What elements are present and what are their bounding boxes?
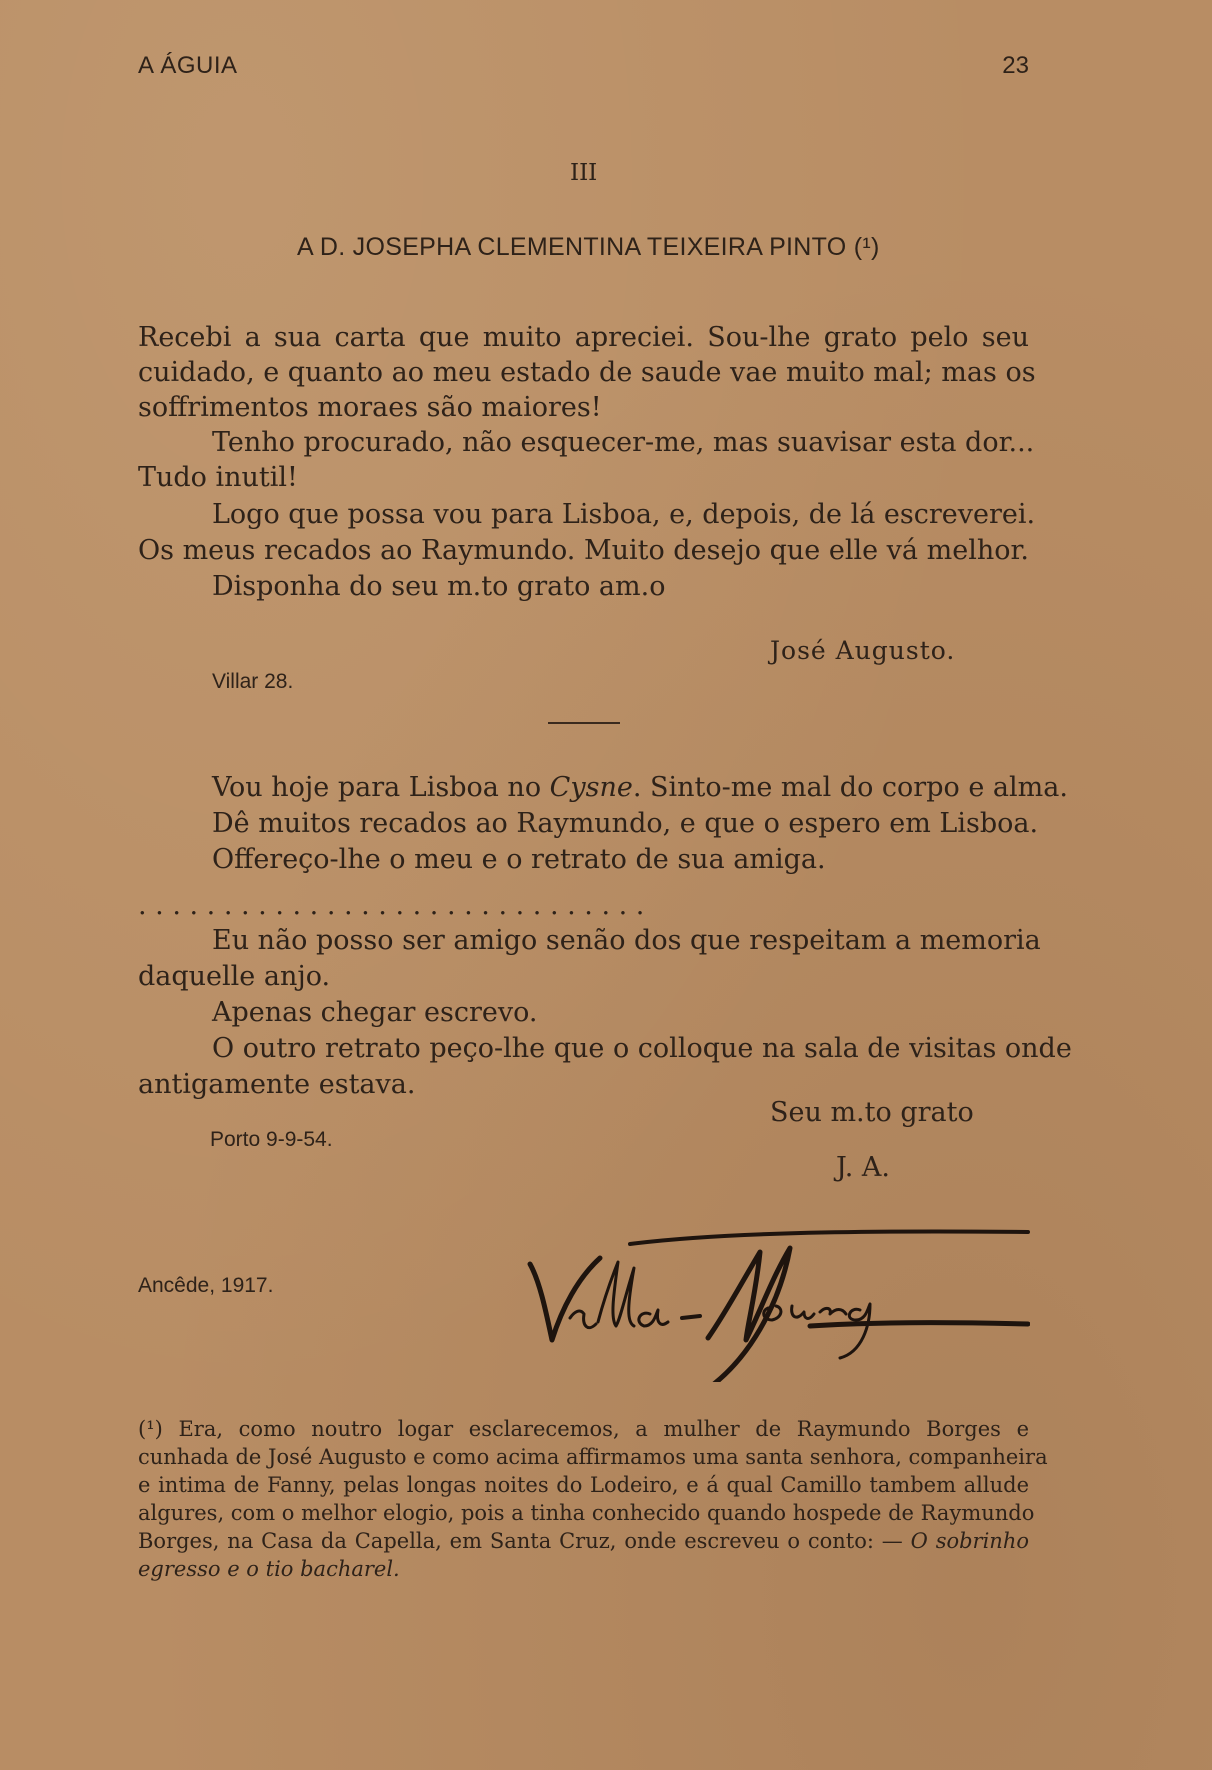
footnote-line-5 — [138, 1527, 1029, 1555]
letter2-place-date: Porto 9-9-54. — [210, 1128, 333, 1151]
letter2-line-7: O outro retrato peço-lhe que o colloque na sala de visitas onde — [212, 1033, 1072, 1064]
letter2-line-1-prefix: Vou hoje para Lisboa no — [212, 772, 550, 803]
letter1-line-5: Tudo inutil! — [138, 462, 298, 493]
letter1-line-8: Disponha do seu m.to grato am.o — [212, 571, 666, 602]
letter1-signature: José Augusto. — [770, 636, 956, 665]
letter1-line-6: Logo que possa vou para Lisboa, e, depois, de lá escreverei. — [212, 499, 1036, 530]
letter1-line-3: soffrimentos moraes são maiores! — [138, 392, 602, 423]
letter1-line-4: Tenho procurado, não esquecer-me, mas suavisar esta dor... — [212, 427, 1035, 458]
ellipsis-row: . . . . . . . . . . . . . . . . . . . . . . . . . . . . . . — [138, 890, 645, 921]
letter1-place-date: Villar 28. — [212, 670, 294, 693]
footnote-line-3: e intima de Fanny, pelas longas noites do Lodeiro, e á qual Camillo tambem allude — [138, 1473, 1029, 1497]
letter2-line-5: daquelle anjo. — [138, 961, 331, 992]
handwritten-signature — [510, 1222, 1030, 1382]
letter2-line-4: Eu não posso ser amigo senão dos que respeitam a memoria — [212, 925, 1041, 956]
footnote-line-5-text: Borges, na Casa da Capella, em Santa Cruz, onde escreveu o conto: — — [138, 1529, 911, 1553]
footnote-line-4: algures, com o melhor elogio, pois a tinha conhecido quando hospede de Raymundo — [138, 1501, 1035, 1525]
letter2-line-8: antigamente estava. — [138, 1069, 416, 1100]
story-title-part-2: egresso e o tio bacharel. — [138, 1557, 400, 1581]
editor-place-date: Ancêde, 1917. — [138, 1274, 274, 1297]
letter1-line-2: cuidado, e quanto ao meu estado de saude vae muito mal; mas os — [138, 357, 1036, 388]
letter2-line-6: Apenas chegar escrevo. — [212, 997, 538, 1028]
letter2-line-2: Dê muitos recados ao Raymundo, e que o espero em Lisboa. — [212, 808, 1039, 839]
page-number: 23 — [1002, 52, 1029, 79]
footnote-line-2: cunhada de José Augusto e como acima affirmamos uma santa senhora, companheira — [138, 1445, 1048, 1469]
letter1-line-1: Recebi a sua carta que muito apreciei. Sou-lhe grato pelo seu — [138, 322, 1029, 353]
story-title-part-1: O sobrinho — [910, 1529, 1030, 1553]
letter2-line-1 — [212, 770, 1068, 805]
letter1-line-7: Os meus recados ao Raymundo. Muito desejo que elle vá melhor. — [138, 535, 1029, 566]
letter2-closing: Seu m.to grato — [770, 1097, 974, 1128]
letter2-initials: J. A. — [836, 1152, 890, 1183]
letter-addressee: A D. JOSEPHA CLEMENTINA TEIXEIRA PINTO (¹) — [297, 233, 880, 261]
section-numeral: III — [570, 160, 598, 186]
ship-name: Cysne — [549, 772, 633, 803]
footnote-line-1: (¹) Era, como noutro logar esclarecemos, a mulher de Raymundo Borges e — [138, 1417, 1029, 1441]
section-divider — [548, 722, 620, 724]
running-title: A ÁGUIA — [138, 52, 238, 79]
letter2-line-1-suffix: . Sinto-me mal do corpo e alma. — [632, 772, 1068, 803]
letter2-line-3: Offereço-lhe o meu e o retrato de sua amiga. — [212, 844, 826, 875]
